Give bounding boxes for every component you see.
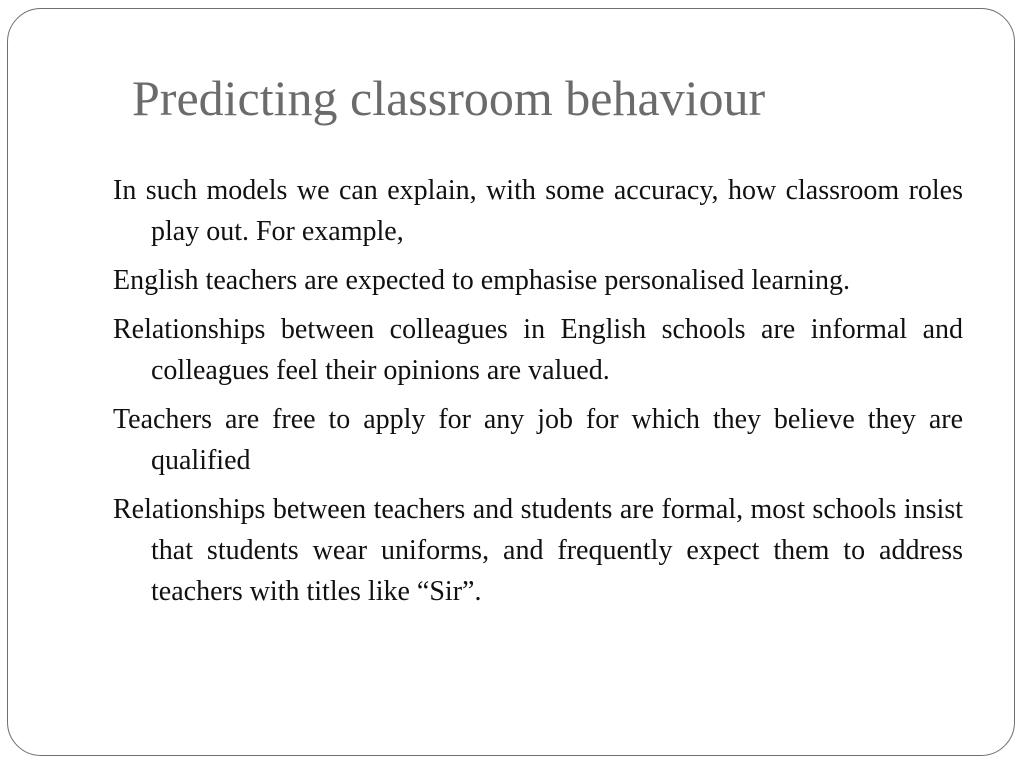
paragraph-colleague-relationships: Relationships between colleagues in English schools are informal and colleagues feel their opinions are valued.: [113, 314, 963, 386]
paragraph-models-explain: In such models we can explain, with some accuracy, how classroom roles play out. For example,: [113, 175, 963, 247]
paragraph-teacher-student-relationships: Relationships between teachers and students are formal, most schools insist that students wear uniforms, and frequently expect them to address teachers with titles like “Sir”.: [113, 494, 963, 607]
paragraph-job-applications: Teachers are free to apply for any job for which they believe they are qualified: [113, 404, 963, 476]
slide-body: [113, 170, 963, 620]
slide-title: Predicting classroom behaviour: [132, 70, 766, 126]
paragraph-personalised-learning: English teachers are expected to emphasise personalised learning.: [113, 265, 851, 296]
